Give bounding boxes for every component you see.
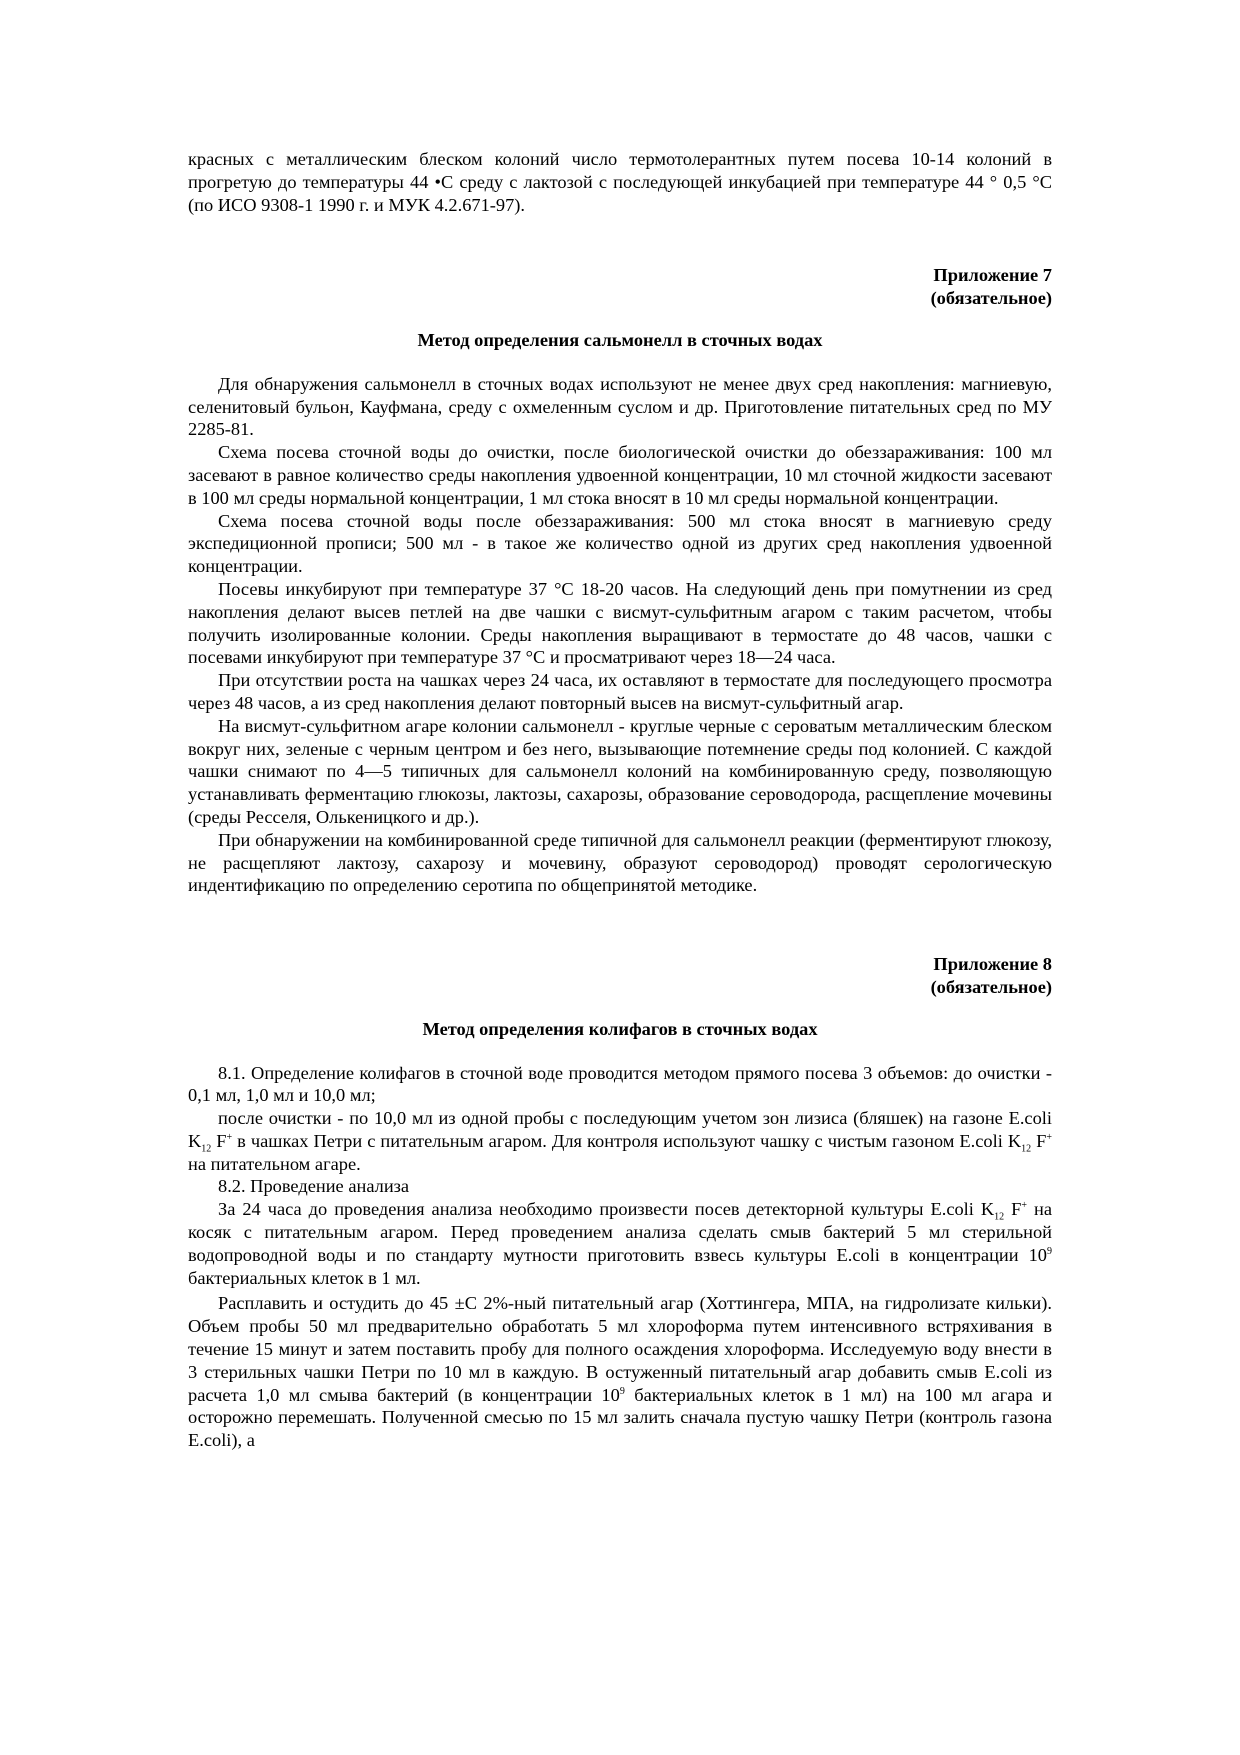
- subscript: 12: [201, 1143, 212, 1155]
- text-run: За 24 часа до проведения анализа необходимо произвести посев детекторной культуры E.coli K: [218, 1199, 995, 1220]
- appendix-7-paragraph: Схема посева сточной воды до очистки, после биологической очистки до обеззараживания: 100 мл засевают в равное количество среды накопления удвоенной концентрации, 10 мл сточной жидкости засевают в 100 мл среды нормальной концентрации, 1 мл стока вносят в 10 мл среды нормальной концентрации.: [188, 442, 1052, 508]
- text-run: на питательном агаре.: [188, 1153, 361, 1174]
- appendix-8-number: Приложение 8: [933, 954, 1052, 975]
- text-run: бактериальных клеток в 1 мл.: [188, 1267, 421, 1288]
- appendix-7-status: (обязательное): [930, 288, 1052, 309]
- appendix-7-paragraph: При обнаружении на комбинированной среде типичной для сальмонелл реакции (ферментируют глюкозу, не расщепляют лактозу, сахарозу и мочевину, образуют сероводород) проводят серологическую индентификацию по определению серотипа по общепринятой методике.: [188, 829, 1052, 896]
- appendix-7-paragraph: При отсутствии роста на чашках через 24 часа, их оставляют в термостате для последующего просмотра через 48 часов, а из сред накопления делают повторный высев на висмут-сульфитный агар.: [188, 670, 1052, 713]
- text-run: F: [1004, 1199, 1022, 1220]
- appendix-8-section: [188, 953, 1052, 1452]
- appendix-7-paragraph: Схема посева сточной воды после обеззараживания: 500 мл стока вносят в магниевую среду экспедиционной прописи; 500 мл - в такое же количество одной из других сред накопления удвоенной концентрации.: [188, 510, 1052, 577]
- text-run: на косяк с питательным агаром. Перед проведением анализа сделать смыв бактерий 5 мл стерильной водопроводной воды и по стандарту мутности приготовить взвесь культуры E.coli в концентрации 10: [188, 1199, 1052, 1265]
- appendix-8-title: Метод определения колифагов в сточных водах: [422, 1018, 818, 1039]
- intro-paragraph: красных с металлическим блеском колоний число термотолерантных путем посева 10-14 колоний в прогретую до температуры 44 •С среду с лактозой с последующей инкубацией при температуре 44 ° 0,5 °С (по ИСО 9308-1 1990 г. и МУК 4.2.671-97).: [188, 149, 1052, 215]
- appendix-8-paragraph-agar: [188, 1292, 1052, 1452]
- superscript: +: [1021, 1200, 1028, 1212]
- appendix-7-title: Метод определения сальмонелл в сточных водах: [417, 329, 823, 350]
- appendix-7-number: Приложение 7: [933, 265, 1052, 286]
- appendix-7-section: [188, 264, 1052, 897]
- appendix-8-paragraph-8-2: 8.2. Проведение анализа: [218, 1176, 410, 1197]
- superscript: +: [226, 1131, 233, 1143]
- text-run: в чашках Петри с питательным агаром. Для контроля используют чашку с чистым газоном E.coli K: [232, 1130, 1022, 1151]
- text-run: после очистки - по 10,0 мл из одной пробы с последующим учетом зон лизиса (бляшек) на газоне E.coli K: [188, 1108, 1052, 1151]
- appendix-8-paragraph-after-treatment: [188, 1107, 1052, 1175]
- appendix-8-paragraph-8-1: 8.1. Определение колифагов в сточной воде проводится методом прямого посева 3 объемов: до очистки - 0,1 мл, 1,0 мл и 10,0 мл;: [188, 1062, 1052, 1106]
- appendix-7-paragraph: Посевы инкубируют при температуре 37 °С 18-20 часов. На следующий день при помутнении из сред накопления делают высев петлей на две чашки с висмут-сульфитным агаром с таким расчетом, чтобы получить изолированные колонии. Среды накопления выращивают в термостате до 48 часов, чашки с посевами инкубируют при температуре 37 °С и просматривают через 18—24 часа.: [188, 578, 1052, 668]
- superscript: 9: [1047, 1245, 1052, 1257]
- subscript: 12: [994, 1211, 1005, 1223]
- text-run: бактериальных клеток в 1 мл) на 100 мл агара и осторожно перемешать. Полученной смесью по 15 мл залить сначала пустую чашку Петри (контроль газона E.coli), а: [188, 1384, 1052, 1451]
- subscript: 12: [1021, 1143, 1032, 1155]
- text-run: Расплавить и остудить до 45 ±С 2%-ный питательный агар (Хоттингера, МПА, на гидролизате кильки). Объем пробы 50 мл предварительно обработать 5 мл хлороформа путем интенсивного встряхивания в течение 15 минут и затем поставить пробу для полного осаждения хлороформа. Исследуемую воду внести в 3 стерильных чашки Петри по 10 мл в каждую. В остуженный питательный агар добавить смыв E.coli из расчета 1,0 мл смыва бактерий (в концентрации 10: [188, 1293, 1052, 1405]
- appendix-8-paragraph-culture: [188, 1198, 1052, 1289]
- superscript: 9: [619, 1385, 625, 1397]
- document-page: [188, 148, 1052, 1452]
- appendix-7-paragraph: На висмут-сульфитном агаре колонии сальмонелл - круглые черные с сероватым металлическим блеском вокруг них, зеленые с черным центром и без него, вызывающие потемнение среды под колонией. С каждой чашки снимают по 4—5 типичных для сальмонелл колоний на комбинированную среду, позволяющую устанавливать ферментацию глюкозы, лактозы, сахарозы, образование сероводорода, расщепление мочевины (среды Ресселя, Олькеницкого и др.).: [188, 715, 1052, 827]
- superscript: +: [1046, 1131, 1053, 1143]
- text-run: F: [1031, 1130, 1047, 1151]
- appendix-7-paragraph: Для обнаружения сальмонелл в сточных водах используют не менее двух сред накопления: магниевую, селенитовый бульон, Кауфмана, среду с охмеленным суслом и др. Приготовление питательных сред по МУ 2285-81.: [188, 373, 1052, 440]
- text-run: F: [211, 1130, 227, 1151]
- appendix-8-status: (обязательное): [930, 976, 1052, 997]
